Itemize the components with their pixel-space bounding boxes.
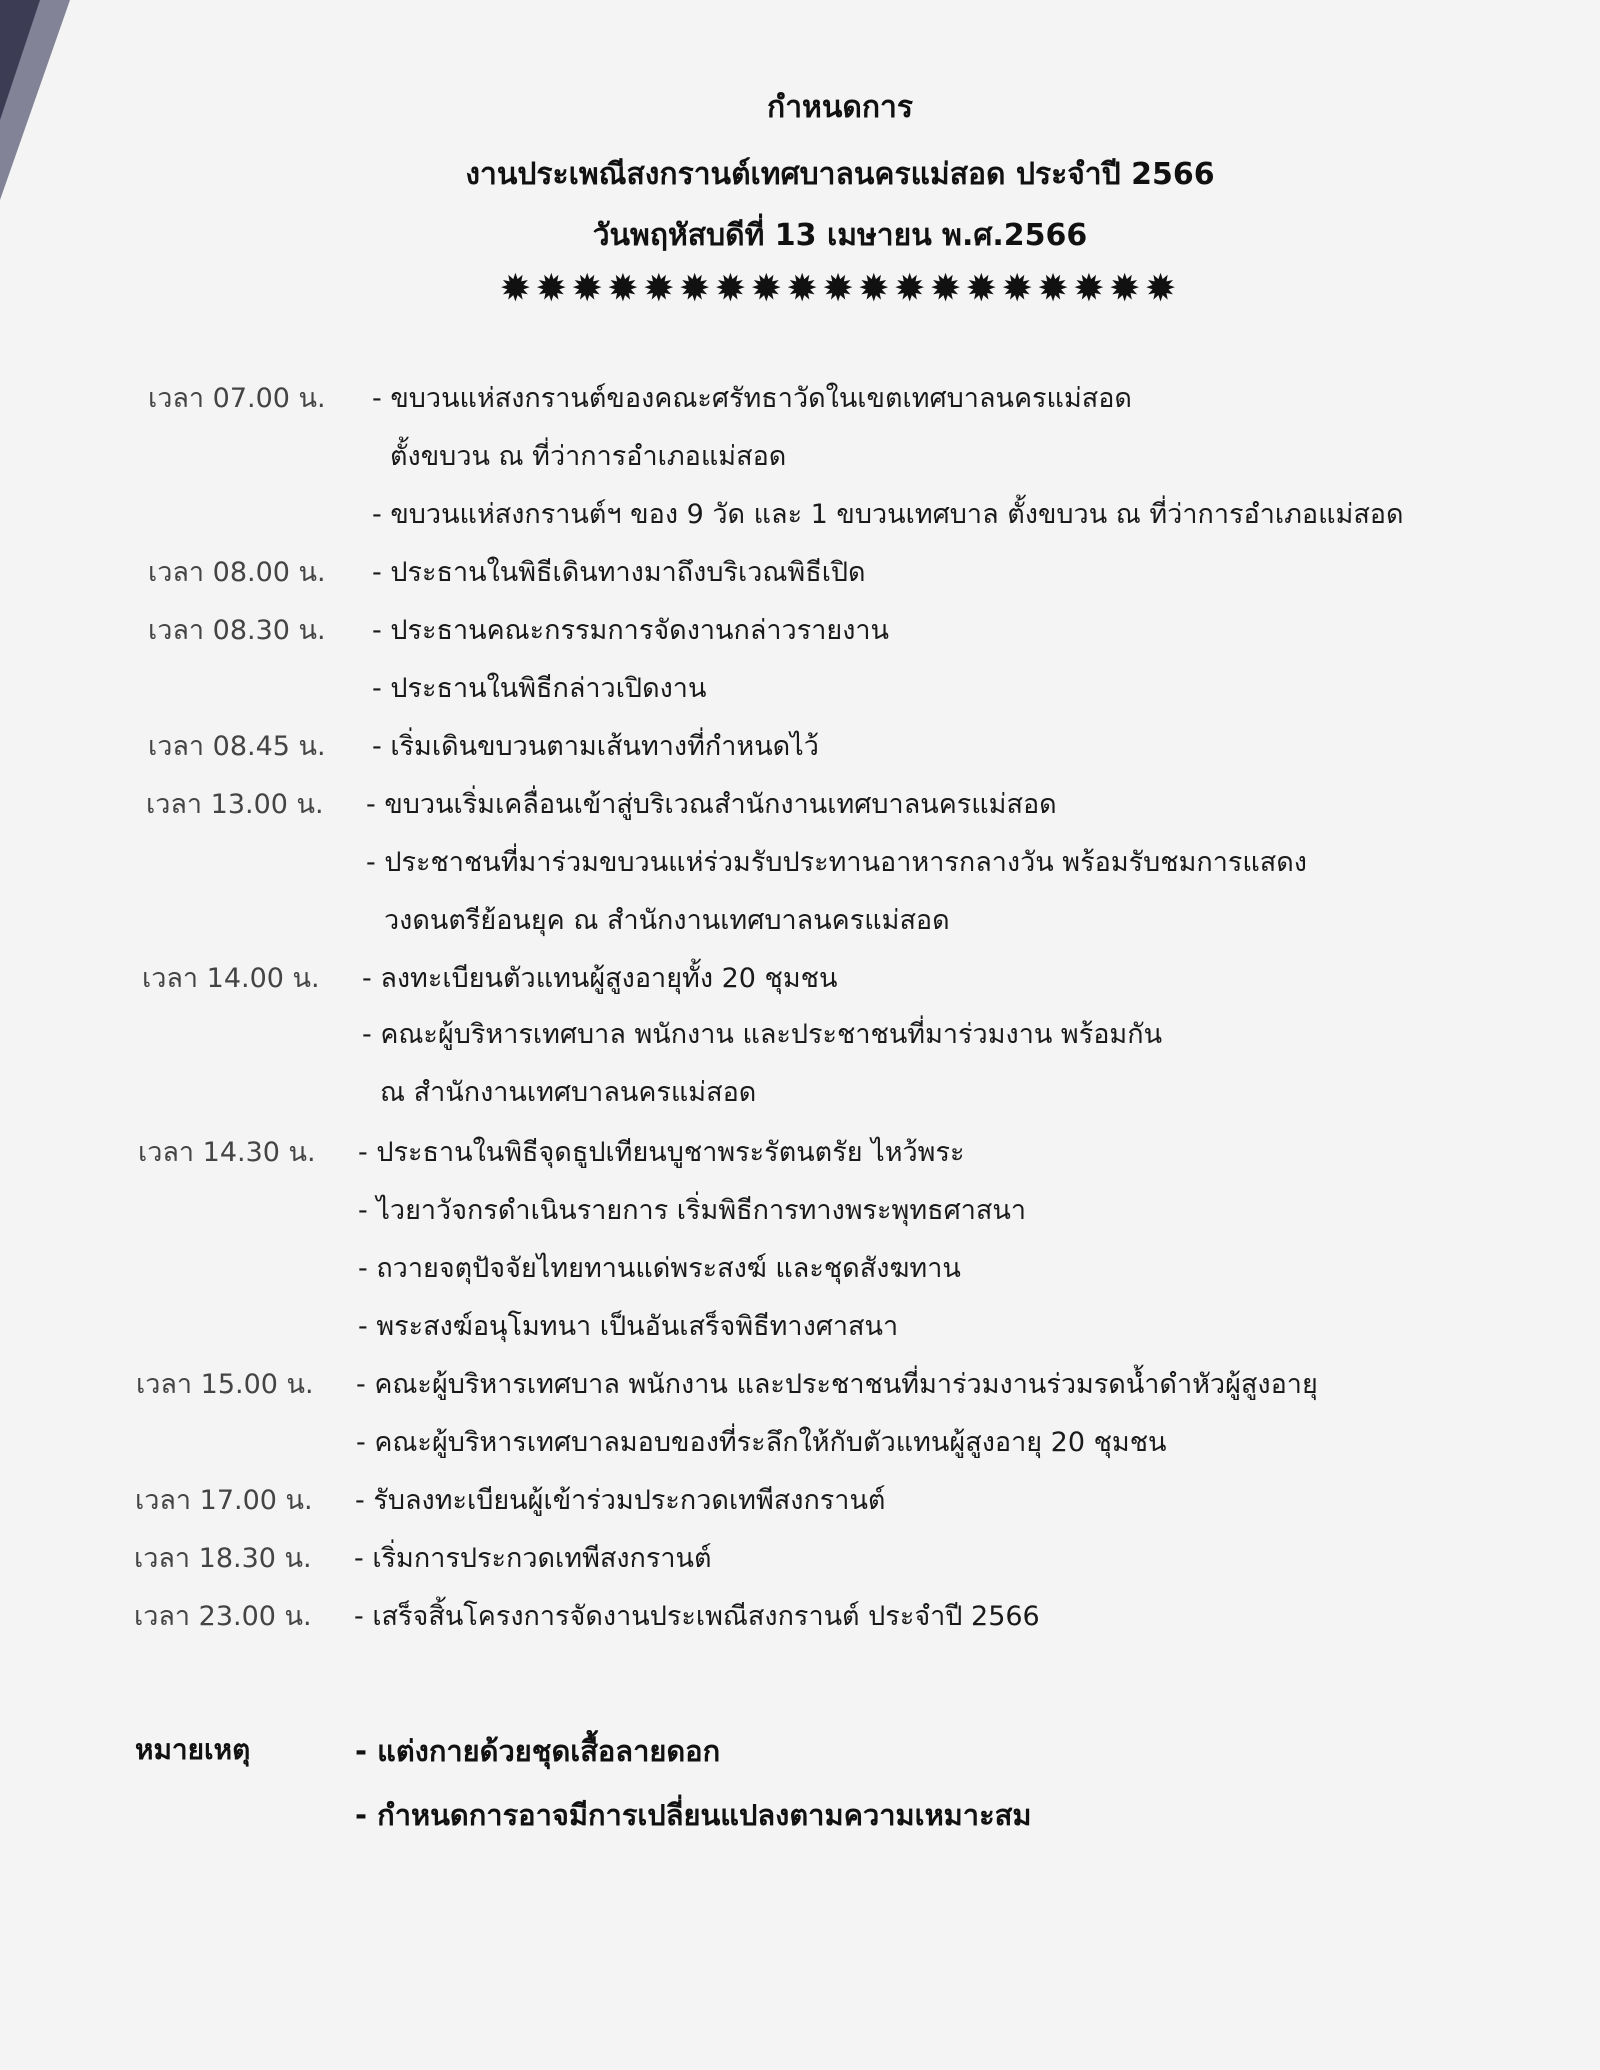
schedule-line: - ขบวนเริ่มเคลื่อนเข้าสู่บริเวณสำนักงานเทศบาลนครแม่สอด: [366, 789, 1057, 820]
schedule-line: - เสร็จสิ้นโครงการจัดงานประเพณีสงกรานต์ ประจำปี 2566: [354, 1601, 1040, 1632]
schedule-line: - ประธานคณะกรรมการจัดงานกล่าวรายงาน: [372, 615, 889, 646]
schedule-line: - พระสงฆ์อนุโมทนา เป็นอันเสร็จพิธีทางศาสนา: [358, 1311, 899, 1342]
schedule-time: เวลา 18.30 น.: [134, 1543, 312, 1574]
schedule-time: เวลา 08.30 น.: [148, 615, 326, 646]
schedule-line: - รับลงทะเบียนผู้เข้าร่วมประกวดเทพีสงกรานต์: [355, 1485, 886, 1516]
schedule-time: เวลา 17.00 น.: [135, 1485, 313, 1516]
schedule-time: เวลา 14.00 น.: [142, 963, 320, 994]
schedule-line: - เริ่มการประกวดเทพีสงกรานต์: [354, 1543, 712, 1574]
schedule-time: เวลา 15.00 น.: [136, 1369, 314, 1400]
doc-title: กำหนดการ: [767, 90, 913, 125]
notes-item: - แต่งกายด้วยชุดเสื้อลายดอก: [355, 1734, 721, 1768]
schedule-line: - ประธานในพิธีกล่าวเปิดงาน: [372, 673, 707, 704]
schedule-line: ณ สำนักงานเทศบาลนครแม่สอด: [380, 1077, 757, 1108]
schedule-line: - ลงทะเบียนตัวแทนผู้สูงอายุทั้ง 20 ชุมชน: [362, 963, 838, 994]
schedule-time: เวลา 23.00 น.: [134, 1601, 312, 1632]
schedule-line: - ประธานในพิธีเดินทางมาถึงบริเวณพิธีเปิด: [372, 557, 866, 588]
schedule-line: - ประธานในพิธีจุดธูปเทียนบูชาพระรัตนตรัย ไหว้พระ: [358, 1137, 965, 1168]
schedule-time: เวลา 08.00 น.: [148, 557, 326, 588]
schedule-time: เวลา 07.00 น.: [148, 383, 326, 414]
schedule-line: - ขบวนแห่สงกรานต์ของคณะศรัทธาวัดในเขตเทศบาลนครแม่สอด: [372, 383, 1132, 414]
doc-subtitle: งานประเพณีสงกรานต์เทศบาลนครแม่สอด ประจำปี 2566: [465, 157, 1215, 192]
schedule-line: - ไวยาวัจกรดำเนินรายการ เริ่มพิธีการทางพระพุทธศาสนา: [358, 1195, 1027, 1226]
schedule-line: - ประชาชนที่มาร่วมขบวนแห่ร่วมรับประทานอาหารกลางวัน พร้อมรับชมการแสดง: [366, 847, 1307, 878]
schedule-line: ตั้งขบวน ณ ที่ว่าการอำเภอแม่สอด: [390, 441, 787, 472]
schedule-line: วงดนตรีย้อนยุค ณ สำนักงานเทศบาลนครแม่สอด: [384, 905, 950, 936]
schedule-line: - คณะผู้บริหารเทศบาลมอบของที่ระลึกให้กับตัวแทนผู้สูงอายุ 20 ชุมชน: [356, 1427, 1167, 1458]
star-divider: ✹✹✹✹✹✹✹✹✹✹✹✹✹✹✹✹✹✹✹: [499, 266, 1181, 310]
schedule-line: - เริ่มเดินขบวนตามเส้นทางที่กำหนดไว้: [372, 731, 819, 762]
schedule-line: - ขบวนแห่สงกรานต์ฯ ของ 9 วัด และ 1 ขบวนเทศบาล ตั้งขบวน ณ ที่ว่าการอำเภอแม่สอด: [372, 499, 1404, 530]
schedule-line: - คณะผู้บริหารเทศบาล พนักงาน และประชาชนที่มาร่วมงานร่วมรดน้ำดำหัวผู้สูงอายุ: [356, 1369, 1318, 1400]
doc-date: วันพฤหัสบดีที่ 13 เมษายน พ.ศ.2566: [592, 218, 1088, 253]
schedule-time: เวลา 14.30 น.: [138, 1137, 316, 1168]
notes-item: - กำหนดการอาจมีการเปลี่ยนแปลงตามความเหมาะสม: [355, 1798, 1032, 1832]
notes-label: หมายเหตุ: [135, 1733, 251, 1766]
schedule-time: เวลา 08.45 น.: [148, 731, 326, 762]
schedule-line: - ถวายจตุปัจจัยไทยทานแด่พระสงฆ์ และชุดสังฆทาน: [358, 1253, 961, 1284]
schedule-time: เวลา 13.00 น.: [146, 789, 324, 820]
schedule-line: - คณะผู้บริหารเทศบาล พนักงาน และประชาชนที่มาร่วมงาน พร้อมกัน: [362, 1019, 1163, 1050]
